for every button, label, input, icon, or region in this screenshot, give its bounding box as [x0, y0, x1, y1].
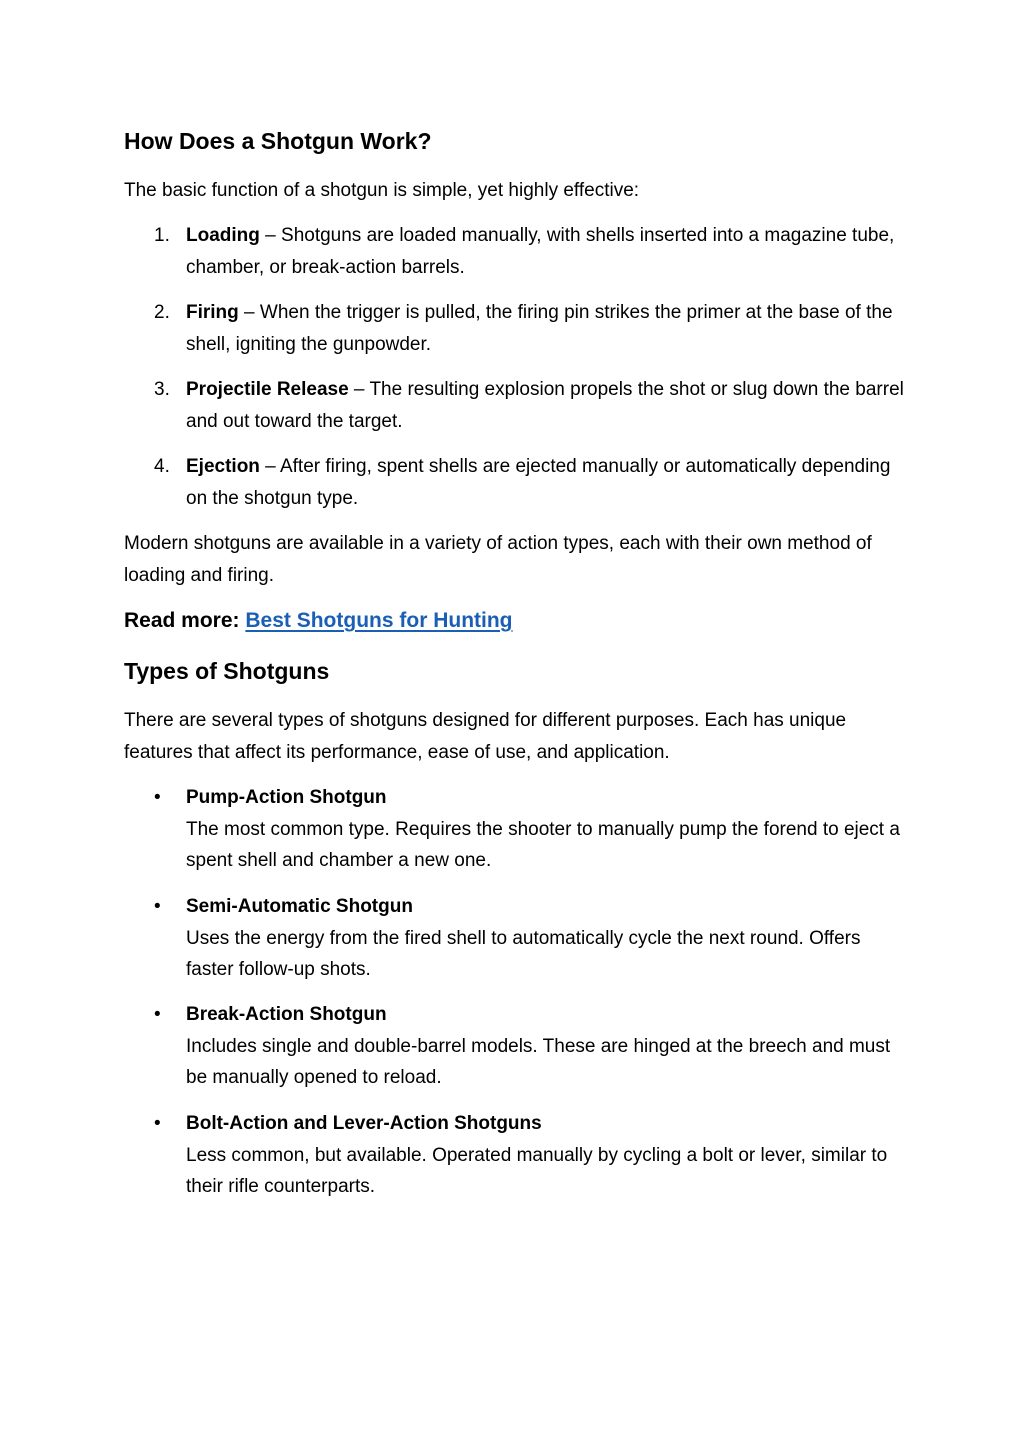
list-item-body — [186, 451, 904, 514]
type-description: The most common type. Requires the shooter to manually pump the forend to eject a spent shell and chamber a new one. — [186, 818, 900, 871]
type-title: Break-Action Shotgun — [186, 1004, 387, 1025]
step-text: – After firing, spent shells are ejected manually or automatically depending on the shotgun type. — [186, 456, 891, 509]
step-title: Loading — [186, 225, 260, 246]
list-number: 2. — [154, 302, 170, 323]
step-title: Firing — [186, 302, 239, 323]
list-item-body — [186, 782, 904, 877]
list-number: 3. — [154, 379, 170, 400]
bullet-icon: • — [154, 787, 161, 808]
type-title: Semi-Automatic Shotgun — [186, 896, 413, 917]
read-more-label: Read more: — [124, 609, 246, 632]
type-description: Less common, but available. Operated manually by cycling a bolt or lever, similar to their rifle counterparts. — [186, 1144, 888, 1197]
type-title: Bolt-Action and Lever-Action Shotguns — [186, 1113, 542, 1134]
bullet-icon: • — [154, 1004, 161, 1025]
list-number: 1. — [154, 225, 170, 246]
list-item-body — [186, 1108, 904, 1203]
type-title: Pump-Action Shotgun — [186, 787, 387, 808]
section-heading-how-shotgun-works: How Does a Shotgun Work? — [124, 128, 432, 154]
read-more-line — [124, 607, 513, 635]
list-item-body — [186, 891, 904, 986]
bullet-icon: • — [154, 896, 161, 917]
list-item-body — [186, 297, 904, 360]
list-item-body — [186, 999, 904, 1094]
type-description: Uses the energy from the fired shell to automatically cycle the next round. Offers faster follow-up shots. — [186, 927, 861, 980]
types-intro-paragraph: There are several types of shotguns designed for different purposes. Each has unique features that affect its performance, ease of use, and application. — [124, 710, 847, 763]
step-text: – Shotguns are loaded manually, with shells inserted into a magazine tube, chamber, or break-action barrels. — [186, 225, 895, 278]
section-heading-types-of-shotguns: Types of Shotguns — [124, 658, 330, 684]
step-text: – The resulting explosion propels the shot or slug down the barrel and out toward the target. — [186, 379, 904, 432]
outro-paragraph: Modern shotguns are available in a variety of action types, each with their own method of loading and firing. — [124, 533, 872, 586]
step-title: Projectile Release — [186, 379, 349, 400]
list-item-body — [186, 220, 904, 283]
list-number: 4. — [154, 456, 170, 477]
step-text: – When the trigger is pulled, the firing pin strikes the primer at the base of the shell, igniting the gunpowder. — [186, 302, 893, 355]
read-more-link[interactable]: Best Shotguns for Hunting — [245, 609, 513, 632]
step-title: Ejection — [186, 456, 260, 477]
intro-paragraph: The basic function of a shotgun is simple, yet highly effective: — [124, 180, 640, 201]
type-description: Includes single and double-barrel models. These are hinged at the breech and must be manually opened to reload. — [186, 1035, 891, 1088]
bullet-icon: • — [154, 1113, 161, 1134]
list-item-body — [186, 374, 904, 437]
